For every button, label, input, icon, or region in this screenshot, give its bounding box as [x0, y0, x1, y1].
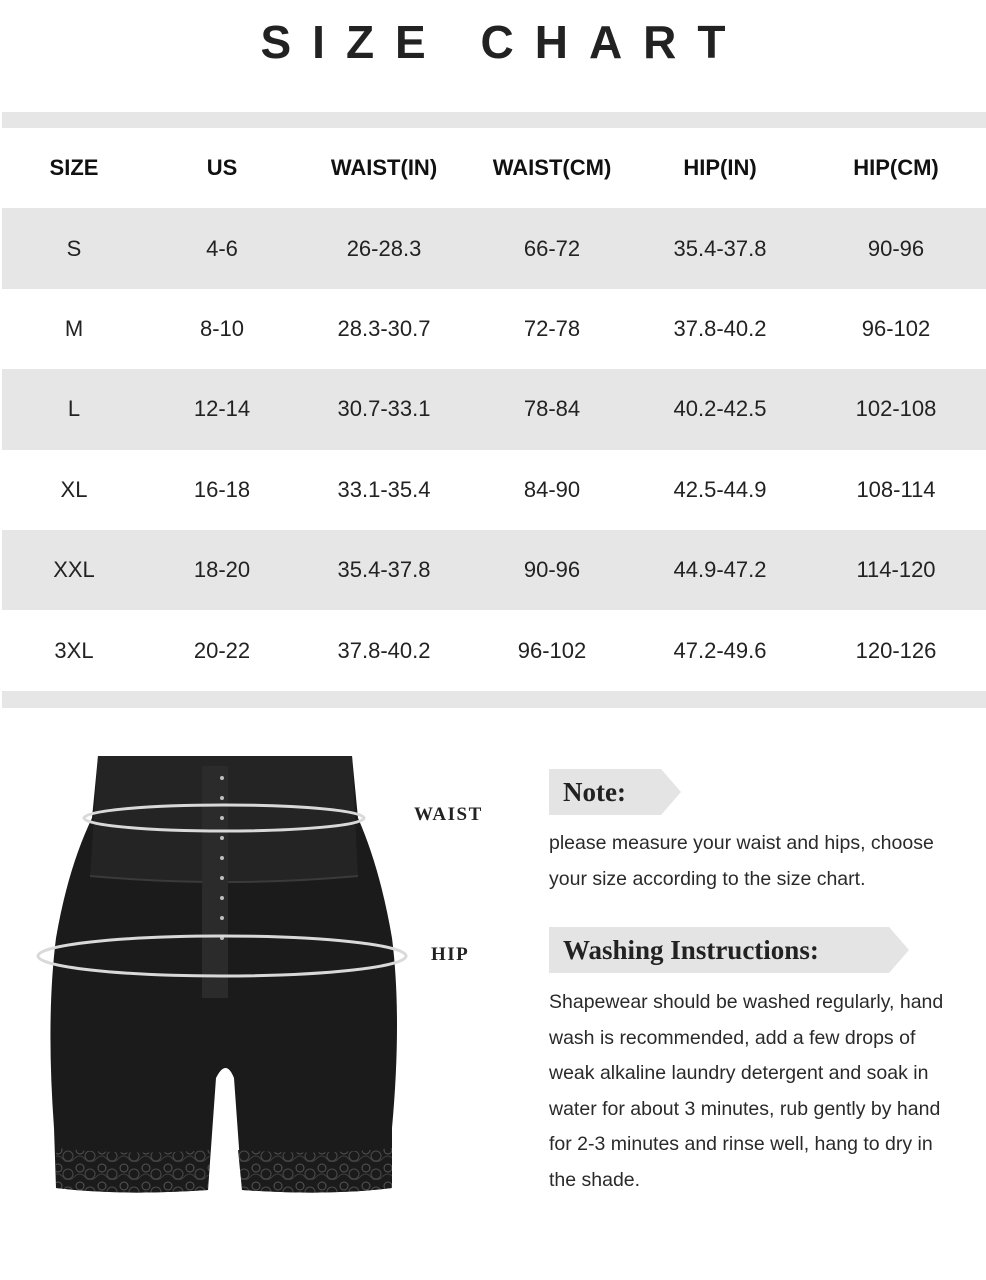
waist-label: WAIST: [414, 804, 483, 825]
header-us: US: [206, 155, 238, 181]
lace-hem-right: [238, 1148, 392, 1193]
table-row: [2, 289, 986, 369]
cell-waist-cm: 96-102: [517, 637, 587, 663]
cell-us: 4-6: [206, 235, 238, 261]
washing-line: water for about 3 minutes, rub gently by hand: [549, 1097, 941, 1120]
cell-hip-in: 42.5-44.9: [673, 476, 767, 502]
cell-size: XL: [60, 476, 88, 502]
cell-hip-cm: 120-126: [855, 637, 937, 663]
header-waist-in: WAIST(IN): [330, 155, 438, 181]
cell-size: S: [66, 235, 82, 261]
cell-us: 18-20: [193, 557, 251, 583]
cell-us: 12-14: [193, 396, 251, 422]
cell-size: M: [64, 315, 84, 341]
washing-line: the shade.: [549, 1168, 641, 1191]
washing-line: for 2-3 minutes and rinse well, hang to dry in: [549, 1133, 933, 1155]
table-header-row: [2, 128, 986, 208]
size-table: [2, 112, 986, 708]
cell-waist-cm: 72-78: [523, 315, 581, 341]
table-row: [2, 369, 986, 449]
cell-hip-in: 35.4-37.8: [673, 235, 767, 261]
cell-waist-in: 26-28.3: [346, 235, 422, 261]
cell-waist-cm: 66-72: [523, 235, 581, 261]
shorts-illustration: [30, 748, 420, 1208]
header-hip-in: HIP(IN): [683, 155, 757, 181]
hip-label: HIP: [431, 944, 470, 965]
cell-waist-cm: 90-96: [523, 557, 581, 583]
header-size: SIZE: [49, 155, 99, 181]
cell-size: L: [67, 396, 81, 422]
cell-size: XXL: [53, 557, 95, 583]
header-waist-cm: WAIST(CM): [492, 155, 612, 181]
cell-hip-in: 40.2-42.5: [673, 396, 767, 422]
washing-text: [549, 985, 943, 1198]
cell-hip-cm: 96-102: [861, 315, 931, 341]
washing-line: weak alkaline laundry detergent and soak in: [549, 1062, 929, 1084]
washing-line: Shapewear should be washed regularly, hand: [549, 991, 944, 1013]
note-line: please measure your waist and hips, choose: [549, 832, 934, 854]
note-text: [549, 826, 934, 897]
tag-arrow-icon: [661, 769, 681, 815]
cell-us: 8-10: [199, 315, 245, 341]
hook-strip: [202, 766, 228, 998]
cell-hip-cm: 90-96: [867, 235, 925, 261]
note-line: your size according to the size chart.: [549, 867, 866, 890]
washing-line: wash is recommended, add a few drops of: [549, 1026, 916, 1049]
cell-size: 3XL: [54, 637, 94, 663]
page-title: SIZE CHART: [260, 16, 747, 68]
washing-heading: Washing Instructions:: [563, 935, 819, 965]
cell-waist-cm: 84-90: [523, 476, 581, 502]
table-row: [2, 530, 986, 610]
cell-us: 16-18: [193, 476, 251, 502]
cell-waist-in: 30.7-33.1: [337, 396, 431, 422]
lace-hem-left: [56, 1148, 210, 1193]
cell-waist-in: 28.3-30.7: [337, 315, 431, 341]
cell-waist-in: 37.8-40.2: [337, 637, 431, 663]
cell-hip-cm: 114-120: [856, 557, 936, 583]
table-row: [2, 208, 986, 288]
cell-hip-cm: 102-108: [855, 396, 937, 422]
cell-us: 20-22: [193, 637, 251, 663]
note-heading-tag: [549, 769, 661, 815]
cell-waist-in: 33.1-35.4: [337, 476, 431, 502]
washing-heading-tag: [549, 927, 889, 973]
cell-hip-in: 37.8-40.2: [673, 315, 767, 341]
cell-hip-cm: 108-114: [856, 476, 936, 502]
cell-waist-in: 35.4-37.8: [337, 557, 431, 583]
cell-waist-cm: 78-84: [523, 396, 581, 422]
table-row: [2, 610, 986, 690]
tag-arrow-icon: [889, 927, 909, 973]
header-hip-cm: HIP(CM): [853, 155, 939, 181]
cell-hip-in: 44.9-47.2: [673, 557, 767, 583]
cell-hip-in: 47.2-49.6: [673, 637, 767, 663]
table-row: [2, 450, 986, 530]
note-heading: Note:: [563, 777, 626, 807]
